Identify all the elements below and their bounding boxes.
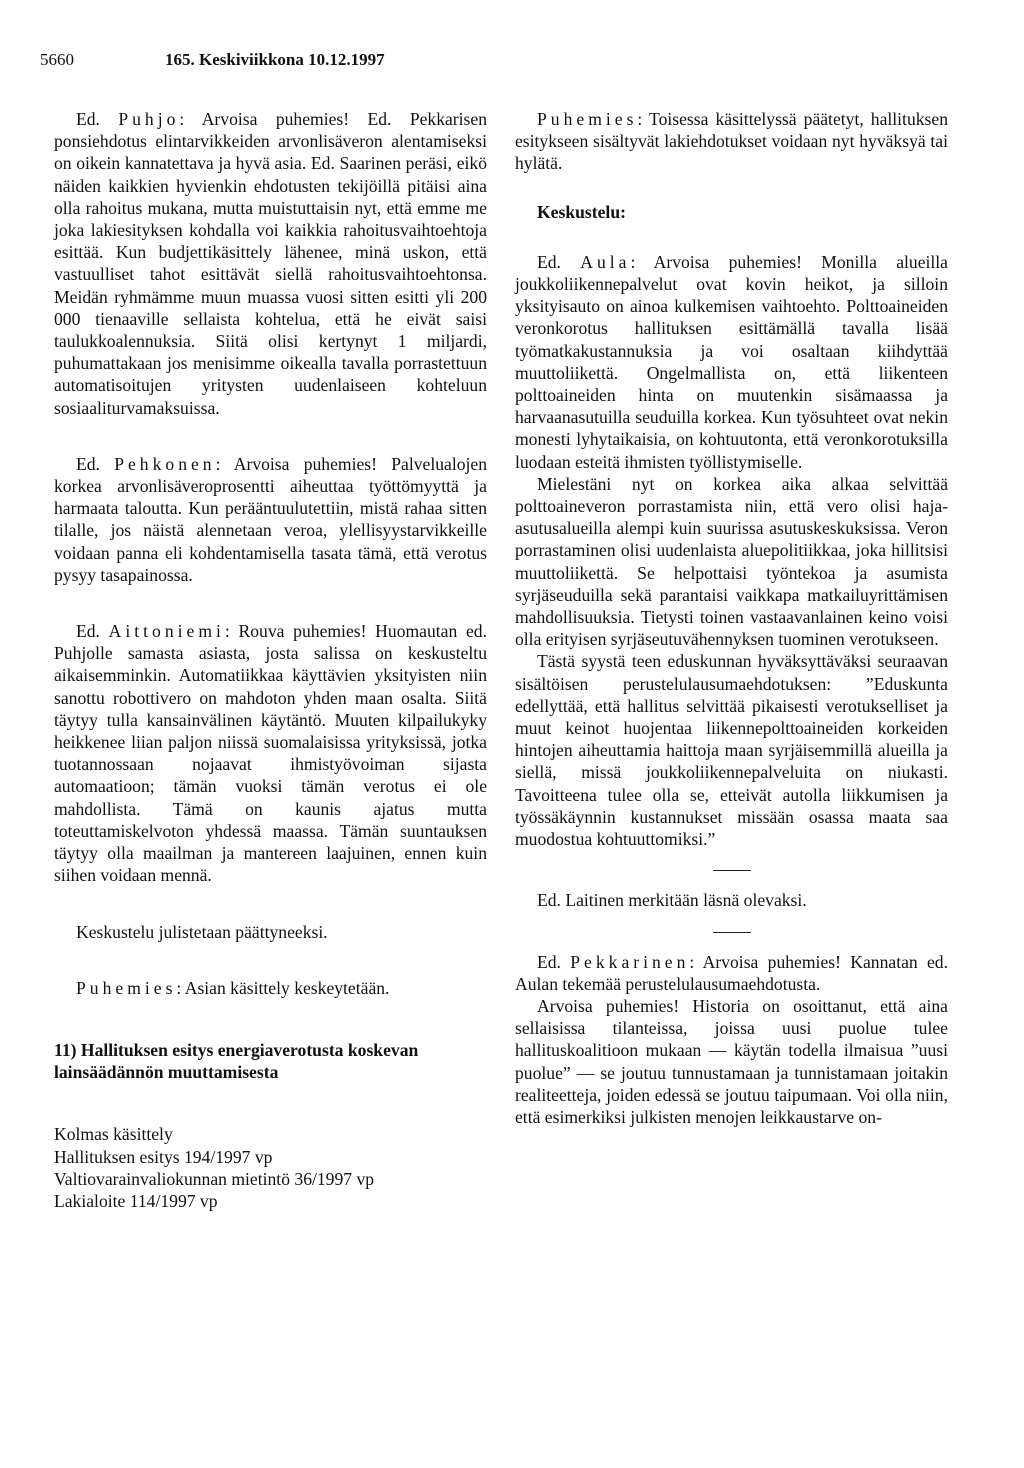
speech-aittoniemi — [54, 620, 487, 886]
speech-text: : Asian käsittely keskeytetään. — [176, 977, 390, 998]
speech-prefix: Ed. — [76, 109, 119, 129]
speaker-name: Puhemies — [537, 109, 638, 129]
page-number: 5660 — [40, 50, 74, 69]
speech-puhemies-right — [515, 108, 948, 175]
speaker-name: Puhjo — [118, 109, 180, 129]
speech-puhjo — [54, 108, 487, 419]
speech-text: : Arvoisa puhemies! Kannatan ed. Aulan tekemää perustelulausumaehdotusta. — [515, 951, 948, 994]
speech-text: : Arvoisa puhemies! Palvelualojen korkea arvonlisäveroprosentti aiheuttaa työttömyyttä ja harmaata taloutta. Kun perääntuulutettiin, mistä rahaa sitten tilalle, jos näistä alennetaan veroa, ylellisyystarvikkeille voidaan panna eli kohdentamisella tasata tämä, että verotus pysyy tasapainossa. — [54, 453, 487, 585]
info-line: Lakialoite 114/1997 vp — [54, 1190, 218, 1211]
separator-rule — [713, 932, 751, 933]
speech-text: : Toisessa käsittelyssä päätetyt, hallituksen esitykseen sisältyvät lakiehdotukset voidaan nyt hyväksyä tai hylätä. — [515, 109, 948, 174]
speech-pehkonen — [54, 453, 487, 586]
info-line: Kolmas käsittely — [54, 1124, 173, 1145]
speech-pekkarinen — [515, 951, 948, 995]
right-column — [515, 108, 948, 1128]
separator-rule — [713, 870, 751, 871]
speech-text: : Rouva puhemies! Huomautan ed. Puhjolle samasta asiasta, josta salissa on keskusteltu aikaisemminkin. Automatiikkaa käyttävien yksityisten niin sanottu robottivero on mahdoton yhden maan osalta. Siitä täytyy tulla kansainvälinen käytäntö. Muuten kilpailukyky heikkenee liian paljon niissä suomalaisissa yrityksissä, jotka tuotannossaan nojaavat ihmistyövoiman sijasta automaatioon; tämän vuoksi tämän verotus ei ole mahdollista. Tämä on kaunis ajatus mutta toteuttamiskelvoton yhdessä maassa. Tämän suuntauksen täytyy olla maailman ja mantereen laajuinen, ennen kuin siihen voidaan mennä. — [54, 621, 487, 886]
running-title: 165. Keskiviikkona 10.12.1997 — [165, 50, 385, 69]
left-column — [54, 108, 487, 1212]
discussion-subheading: Keskustelu: — [537, 201, 626, 222]
speech-text: : Arvoisa puhemies! Monilla alueilla joukkoliikennepalvelut ovat kovin heikot, ja silloin yksityisauto on ainoa kulkemisen vaihtoehto. Polttoaineiden veronkorotus hallituksen esittämällä tavalla lisää työmatkakustannuksia ja voi osaltaan kiihdyttää muuttoliikettä. Ongelmallista on, että liikenteen polttoaineiden hinta on muutenkin sisämaassa ja harvaanasutuilla seuduilla korkea. Kun työsuhteet ovat nekin monesti lyhytaikaisia, on kohtuutonta, että veronkorotuksilla luodaan esteitä ihmisten työllistymiselle. — [515, 251, 948, 472]
page-header — [40, 50, 1000, 74]
speech-aula — [515, 251, 948, 473]
speech-text: : Arvoisa puhemies! Ed. Pekkarisen ponsiehdotus elintarvikkeiden arvonlisäveron alentamiseksi on oikein kannatettava ja hyvä asia. Ed. Saarinen peräsi, eikö näiden kaikkien hyvienkin ehdotusten tekijöillä pitäisi aina olla rahoitus mukana, mutta muistuttaisin nyt, että emme me joka lakiesityksen kohdalla voi kaikkia rahoitusvaihtoehtoja esittää. Kun budjettikäsittely lähenee, minä uskon, että vastuulliset tahot esittävät siellä rahoitusvaihtoehtonsa. Meidän ryhmämme muun muassa vuosi sitten esitti yli 200 000 tienaaville sellaista kohtelua, että he eivät saisi taulukkoalennuksia. Siitä olisi kertynyt 1 miljardi, puhumattakaan jos menisimme oikealla tavalla porrastettuun automatisoitujen yritysten uudenlaiseen kohteluun sosiaaliturvamaksuissa. — [54, 109, 488, 418]
speech-prefix: Ed. — [537, 251, 581, 272]
paragraph: Mielestäni nyt on korkea aika alkaa selvittää polttoaineveron porrastamista niin, että vero olisi haja-asutusalueilla alempi kuin suurissa asutuskeskuksissa. Veron porrastaminen olisi uudenlaista aluepolitiikkaa, joka hillitsisi muuttoliikettä. Se helpottaisi työntekoa ja asumista syrjäseuduilla sekä parantaisi vaikkapa matkailuyrittämisen mahdollisuuksia. Tietysti toinen vastaavanlainen keino voisi olla erityisen syrjäseutuvähennyksen tuominen verotukseen. — [515, 473, 948, 650]
speech-puhemies-left — [54, 977, 487, 999]
speaker-name: Puhemies — [76, 977, 177, 998]
attendance-note: Ed. Laitinen merkitään läsnä olevaksi. — [537, 890, 807, 911]
agenda-info — [54, 1123, 487, 1212]
paragraph: Arvoisa puhemies! Historia on osoittanut, että aina sellaisissa tilanteissa, joissa uusi puolue tulee hallituskoalitioon mukaan — käytän todella ilmaisua ”uusi puolue” — se joutuu tunnustamaan ja tunnistamaan joitakin realiteetteja, joiden edessä se joutuu taipumaan. Voi olla niin, että esimerkiksi julkisten menojen leikkaustarve on- — [515, 995, 948, 1127]
info-line: Valtiovarainvaliokunnan mietintö 36/1997 vp — [54, 1168, 375, 1189]
speaker-name: Pekkarinen — [570, 951, 690, 972]
speaker-name: Pehkonen — [114, 453, 216, 474]
speech-prefix: Ed. — [537, 951, 571, 972]
info-line: Hallituksen esitys 194/1997 vp — [54, 1146, 273, 1167]
paragraph: Tästä syystä teen eduskunnan hyväksyttäväksi seuraavan sisältöisen perustelulausumaehdotuksen: ”Eduskunta edellyttää, että hallitus selvittää pikaisesti verotukselliset ja muut keinot huojentaa liikennepolttoaineiden korkeiden hintojen aiheuttamia haittoja maan syrjäisemmillä alueilla ja siellä, missä joukkoliikennepalveluita on niukasti. Tavoitteena tulee olla se, etteivät autolla liikkumisen ja työssäkäynnin kustannukset missään osassa maata saa muodostua kohtuuttomiksi.” — [515, 651, 948, 850]
discussion-closed: Keskustelu julistetaan päättyneeksi. — [76, 921, 328, 942]
speaker-name: Aula — [580, 251, 631, 272]
agenda-heading: 11) Hallituksen esitys energiaverotusta koskevan lainsäädännön muuttamisesta — [54, 1039, 419, 1083]
speaker-name: Aittoniemi — [108, 621, 225, 642]
speech-prefix: Ed. — [76, 453, 115, 474]
speech-prefix: Ed. — [76, 621, 109, 642]
